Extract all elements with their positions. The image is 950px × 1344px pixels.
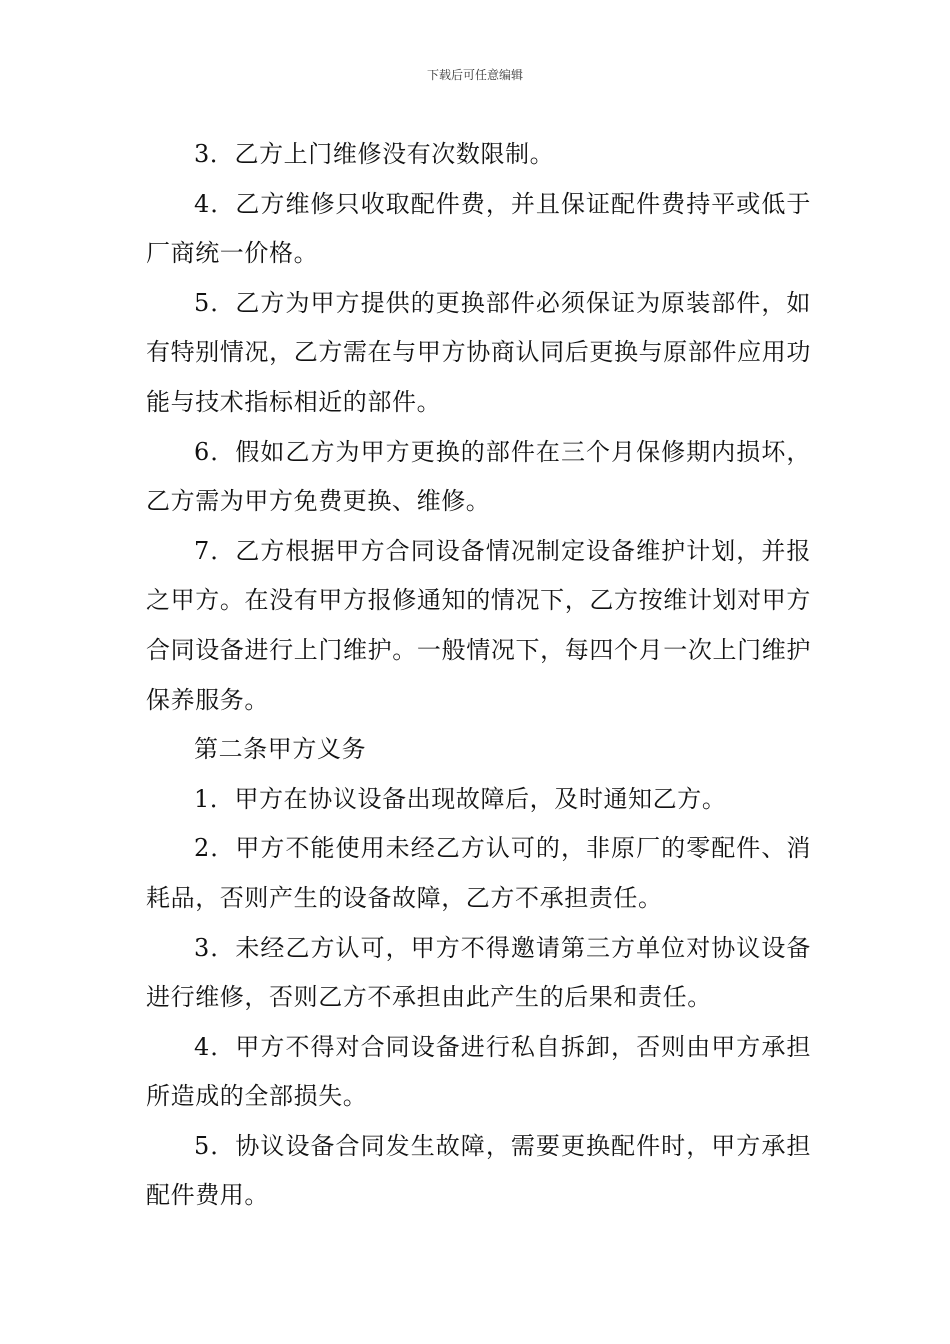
section-heading-party-a-obligations: 第二条甲方义务: [194, 735, 367, 764]
paragraph-item-5: 5．乙方为甲方提供的更换部件必须保证为原装部件，如有特别情况，乙方需在与甲方协商认同后更换与原部件应用功能与技术指标相近的部件。: [146, 288, 811, 416]
paragraph-item-6: 6．假如乙方为甲方更换的部件在三个月保修期内损坏，乙方需为甲方免费更换、维修。: [146, 437, 811, 516]
paragraph-item-3: 3．乙方上门维修没有次数限制。: [194, 140, 555, 168]
paragraph-item-4: 4．乙方维修只收取配件费，并且保证配件费持平或低于厂商统一价格。: [146, 189, 811, 268]
paragraph-item-7: 7．乙方根据甲方合同设备情况制定设备维护计划，并报之甲方。在没有甲方报修通知的情况下，乙方按维计划对甲方合同设备进行上门维护。一般情况下，每四个月一次上门维护保养服务。: [146, 536, 811, 714]
document-body: [146, 130, 811, 1221]
page-header-note: 下载后可任意编辑: [426, 68, 523, 82]
obligation-item-3: 3．未经乙方认可，甲方不得邀请第三方单位对协议设备进行维修，否则乙方不承担由此产生的后果和责任。: [146, 933, 811, 1012]
obligation-item-5: 5．协议设备合同发生故障，需要更换配件时，甲方承担配件费用。: [146, 1131, 811, 1210]
obligation-item-4: 4．甲方不得对合同设备进行私自拆卸，否则由甲方承担所造成的全部损失。: [146, 1032, 811, 1111]
obligation-item-2: 2．甲方不能使用未经乙方认可的，非原厂的零配件、消耗品，否则产生的设备故障，乙方不承担责任。: [146, 834, 811, 912]
obligation-item-1: 1．甲方在协议设备出现故障后，及时通知乙方。: [194, 784, 727, 813]
